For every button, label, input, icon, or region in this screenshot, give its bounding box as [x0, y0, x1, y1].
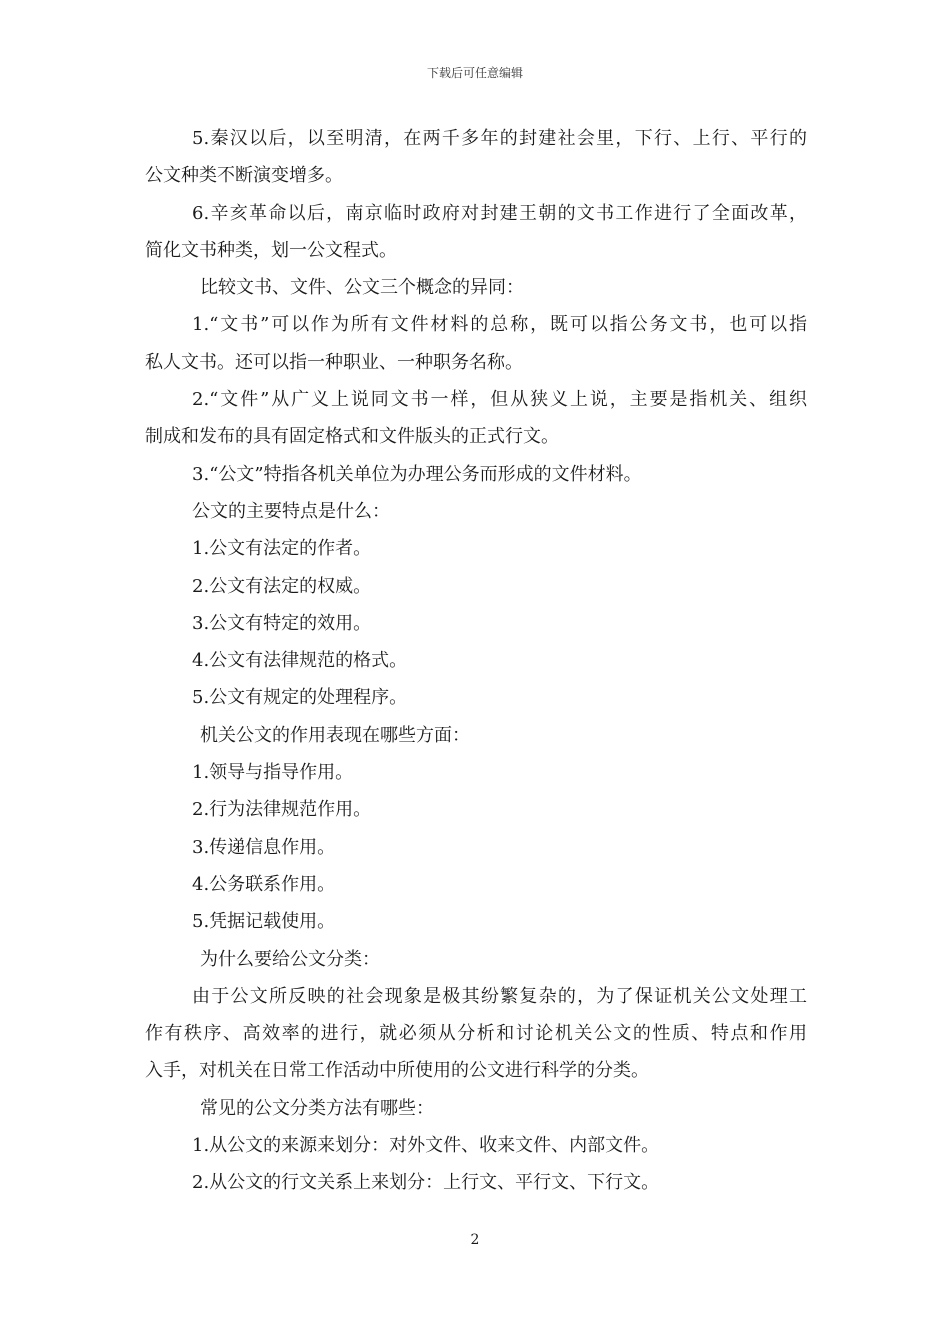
text-line: 5.秦汉以后，以至明清，在两千多年的封建社会里，下行、上行、平行的 [192, 128, 807, 149]
text-line: 2.从公文的行文关系上来划分：上行文、平行文、下行文。 [192, 1172, 660, 1194]
text-line: 机关公文的作用表现在哪些方面： [200, 724, 470, 746]
text-line: 简化文书种类，划一公文程式。 [145, 239, 397, 261]
text-line: 4.公文有法律规范的格式。 [192, 650, 408, 672]
text-line: 由于公文所反映的社会现象是极其纷繁复杂的，为了保证机关公文处理工 [192, 985, 807, 1007]
text-line: 6.辛亥革命以后，南京临时政府对封建王朝的文书工作进行了全面改革， [192, 202, 807, 224]
text-line: 入手，对机关在日常工作活动中所使用的公文进行科学的分类。 [145, 1060, 649, 1082]
text-line: 为什么要给公文分类： [200, 948, 380, 970]
text-line: 5.公文有规定的处理程序。 [192, 687, 408, 709]
text-line: 3.“公文”特指各机关单位为办理公务而形成的文件材料。 [192, 463, 642, 485]
page-header: 下载后可任意编辑 [426, 66, 523, 80]
text-line: 公文种类不断演变增多。 [145, 165, 343, 187]
text-line: 常见的公文分类方法有哪些： [200, 1097, 434, 1119]
text-line: 2.公文有法定的权威。 [192, 575, 372, 597]
text-line: 5.凭据记载使用。 [192, 911, 336, 933]
text-line: 1.领导与指导作用。 [192, 762, 354, 784]
text-line: 3.公文有特定的效用。 [192, 612, 372, 634]
text-line: 公文的主要特点是什么： [192, 500, 390, 522]
text-line: 私人文书。还可以指一种职业、一种职务名称。 [145, 351, 523, 373]
text-line: 制成和发布的具有固定格式和文件版头的正式行文。 [145, 426, 559, 448]
page-number: 2 [470, 1232, 480, 1248]
text-line: 2.行为法律规范作用。 [192, 799, 372, 821]
text-line: 比较文书、文件、公文三个概念的异同： [200, 277, 524, 299]
text-line: 作有秩序、高效率的进行，就必须从分析和讨论机关公文的性质、特点和作用 [145, 1023, 807, 1045]
text-line: 1.从公文的来源来划分：对外文件、收来文件、内部文件。 [192, 1135, 660, 1157]
text-line: 4.公务联系作用。 [192, 873, 336, 895]
text-line: 1.“文书”可以作为所有文件材料的总称，既可以指公务文书，也可以指 [192, 314, 807, 336]
text-line: 1.公文有法定的作者。 [192, 538, 372, 560]
text-line: 2.“文件”从广义上说同文书一样，但从狭义上说，主要是指机关、组织 [192, 389, 807, 411]
text-line: 3.传递信息作用。 [192, 836, 336, 858]
document-body [145, 120, 807, 1202]
